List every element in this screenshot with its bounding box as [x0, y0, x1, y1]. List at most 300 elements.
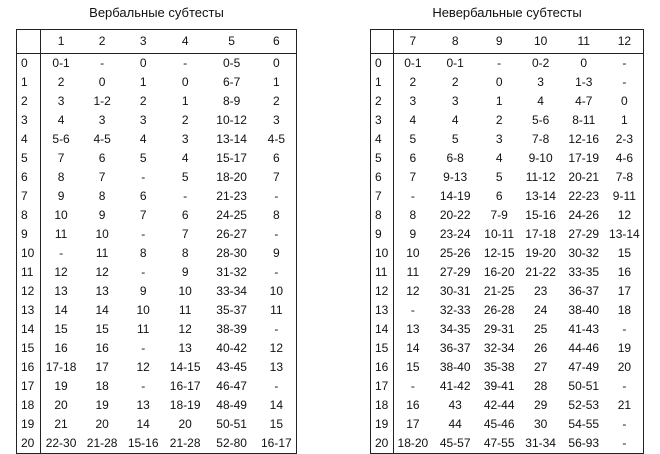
raw-score-cell: 12: [178, 322, 192, 336]
verbal-subtests-table: [16, 29, 297, 454]
raw-score-cell: 5: [409, 132, 417, 146]
raw-score-cell: 5: [139, 151, 147, 165]
raw-score-cell: 13: [136, 398, 150, 412]
raw-score-cell: 34-35: [439, 322, 471, 336]
raw-score-cell: 2: [57, 75, 65, 89]
raw-score-cell: 2: [451, 75, 459, 89]
scaled-score-cell: 20: [17, 434, 41, 454]
raw-score-cell: 3: [57, 94, 65, 108]
raw-score-cell: 11: [270, 303, 283, 317]
raw-score-cell: 19: [54, 379, 68, 393]
scaled-score-cell: 2: [17, 92, 41, 111]
raw-score-cell: 11: [54, 227, 68, 241]
raw-score-cell: 9: [409, 227, 417, 241]
scaled-score-cell: 18: [371, 396, 394, 415]
raw-score-cell: 4: [451, 113, 459, 127]
scaled-score-cell: 17: [371, 377, 394, 396]
scaled-score-cell: 8: [17, 206, 41, 225]
raw-score-cell: 15-16: [127, 436, 159, 450]
raw-score-cell: 8: [409, 208, 417, 222]
table-row: [17, 358, 297, 377]
raw-score-cell: 8-11: [572, 113, 596, 127]
corner-cell: [17, 30, 41, 54]
table-row: [371, 130, 644, 149]
table-row: [371, 73, 644, 92]
raw-score-cell: 8: [181, 246, 189, 260]
table-row: [17, 92, 297, 111]
table-row: [17, 149, 297, 168]
raw-score-cell: 14-19: [439, 189, 471, 203]
table-row: [17, 130, 297, 149]
raw-score-cell: 5: [451, 132, 459, 146]
raw-score-cell: 5: [181, 170, 189, 184]
raw-score-cell: 13-14: [609, 227, 640, 241]
raw-score-cell: 22-23: [568, 189, 600, 203]
corner-cell: [371, 30, 394, 54]
table-row: [371, 168, 644, 187]
raw-score-cell: 7-8: [615, 170, 634, 184]
raw-score-cell: -: [141, 170, 146, 184]
raw-score-cell: 8: [98, 189, 106, 203]
raw-score-cell: 8: [272, 208, 280, 222]
raw-score-cell: 50-51: [568, 379, 600, 393]
raw-score-cell: -: [274, 265, 279, 279]
scaled-score-cell: 20: [371, 434, 394, 454]
raw-score-cell: 4: [495, 151, 503, 165]
table-row: [371, 396, 644, 415]
scaled-score-cell: 5: [17, 149, 41, 168]
raw-score-cell: 7: [139, 208, 147, 222]
raw-score-cell: 32-34: [483, 341, 515, 355]
table-row: [17, 111, 297, 130]
raw-score-cell: 24-26: [568, 208, 600, 222]
table-row: [371, 187, 644, 206]
raw-score-cell: 5: [495, 170, 503, 184]
raw-score-cell: 41-43: [568, 322, 600, 336]
raw-score-cell: 21: [54, 417, 68, 431]
scaled-score-cell: 17: [17, 377, 41, 396]
raw-score-cell: 15: [269, 417, 284, 431]
scaled-score-cell: 10: [371, 244, 394, 263]
scaled-score-cell: 5: [371, 149, 394, 168]
raw-score-cell: -: [497, 56, 502, 70]
raw-score-cell: 6: [409, 151, 417, 165]
raw-score-cell: 12: [406, 284, 420, 298]
raw-score-cell: 2: [409, 75, 417, 89]
table-row: [371, 434, 644, 454]
raw-score-cell: 5-6: [52, 132, 70, 146]
raw-score-cell: 3: [181, 132, 189, 146]
raw-score-cell: 17: [406, 417, 420, 431]
raw-score-cell: 6: [272, 151, 280, 165]
table-row: [17, 282, 297, 301]
raw-score-cell: 11-12: [525, 170, 556, 184]
table-row: [17, 54, 297, 74]
raw-score-cell: 2: [495, 113, 503, 127]
raw-score-cell: 1: [181, 94, 189, 108]
raw-score-cell: 2: [272, 94, 280, 108]
raw-score-cell: 10: [406, 246, 420, 260]
scaled-score-cell: 1: [371, 73, 394, 92]
column-header: 6: [257, 30, 297, 54]
raw-score-cell: 18-20: [216, 170, 247, 184]
table-row: [17, 339, 297, 358]
table-row: [371, 339, 644, 358]
raw-score-cell: 18: [617, 303, 632, 317]
raw-score-cell: 17: [617, 284, 632, 298]
raw-score-cell: 12: [95, 265, 109, 279]
raw-score-cell: 26-27: [216, 227, 247, 241]
raw-score-cell: 1-2: [93, 94, 111, 108]
raw-score-cell: 20: [95, 417, 109, 431]
raw-score-cell: 0: [272, 56, 280, 70]
raw-score-cell: 44: [448, 417, 462, 431]
raw-score-cell: 42-44: [483, 398, 515, 412]
table-row: [17, 244, 297, 263]
column-header: 3: [123, 30, 164, 54]
raw-score-cell: 16: [406, 398, 420, 412]
column-header: 8: [431, 30, 478, 54]
scaled-score-cell: 11: [371, 263, 394, 282]
raw-score-cell: -: [274, 379, 279, 393]
scaled-score-cell: 14: [371, 320, 394, 339]
raw-score-cell: 17-19: [568, 151, 600, 165]
table-row: [17, 415, 297, 434]
raw-score-cell: 52-80: [216, 436, 247, 450]
raw-score-cell: 18-19: [169, 398, 201, 412]
raw-score-cell: 6: [495, 189, 503, 203]
raw-score-cell: 9-10: [528, 151, 553, 165]
raw-score-cell: -: [183, 189, 188, 203]
table-row: [371, 263, 644, 282]
raw-score-cell: 27-29: [439, 265, 471, 279]
raw-score-cell: 12: [269, 341, 284, 355]
raw-score-cell: 7: [57, 151, 65, 165]
raw-score-cell: 4: [537, 94, 544, 108]
raw-score-cell: 3: [409, 94, 417, 108]
scaled-score-cell: 9: [371, 225, 394, 244]
table-row: [371, 377, 644, 396]
raw-score-cell: 2: [139, 94, 147, 108]
raw-score-cell: 3: [272, 113, 280, 127]
raw-score-cell: 26-28: [483, 303, 515, 317]
nonverbal-subtests-table: [370, 29, 644, 454]
raw-score-cell: 46-47: [216, 379, 247, 393]
raw-score-cell: 4: [57, 113, 65, 127]
header-row: [371, 30, 644, 54]
raw-score-cell: 7: [181, 227, 189, 241]
raw-score-cell: 28: [533, 379, 548, 393]
scaled-score-cell: 16: [371, 358, 394, 377]
raw-score-cell: 3: [139, 113, 147, 127]
table-row: [371, 54, 644, 74]
raw-score-cell: 50-51: [216, 417, 247, 431]
raw-score-cell: 9: [272, 246, 280, 260]
raw-score-cell: 0-2: [531, 56, 550, 70]
raw-score-cell: 56-93: [568, 436, 600, 450]
raw-score-cell: 15-17: [216, 151, 247, 165]
raw-score-cell: 43-45: [216, 360, 247, 374]
scaled-score-cell: 1: [17, 73, 41, 92]
table-row: [371, 415, 644, 434]
nonverbal-subtests-title: Невербальные субтесты: [432, 5, 582, 20]
raw-score-cell: 6-8: [446, 151, 464, 165]
raw-score-cell: 31-32: [216, 265, 247, 279]
column-header: 4: [164, 30, 207, 54]
raw-score-cell: 10: [95, 227, 109, 241]
raw-score-cell: 16: [617, 265, 632, 279]
raw-score-cell: 27: [533, 360, 548, 374]
raw-score-cell: 3: [98, 113, 106, 127]
scaled-score-cell: 6: [371, 168, 394, 187]
raw-score-cell: 19-20: [525, 246, 556, 260]
table-row: [17, 225, 297, 244]
raw-score-cell: -: [622, 436, 627, 450]
scaled-score-cell: 14: [17, 320, 41, 339]
raw-score-cell: 30-31: [439, 284, 471, 298]
raw-score-cell: 9: [57, 189, 65, 203]
scaled-score-cell: 19: [17, 415, 41, 434]
raw-score-cell: 12-16: [568, 132, 600, 146]
scaled-score-cell: 11: [17, 263, 41, 282]
table-row: [371, 320, 644, 339]
raw-score-cell: 45-57: [439, 436, 471, 450]
raw-score-cell: 8-9: [222, 94, 241, 108]
raw-score-cell: 13: [95, 284, 109, 298]
raw-score-cell: 33-34: [216, 284, 247, 298]
raw-score-cell: 48-49: [216, 398, 247, 412]
raw-score-cell: 1: [272, 75, 280, 89]
scaled-score-cell: 15: [17, 339, 41, 358]
raw-score-cell: 7-8: [531, 132, 550, 146]
raw-score-cell: 7: [409, 170, 417, 184]
raw-score-cell: 6: [181, 208, 189, 222]
raw-score-cell: 11: [136, 322, 150, 336]
raw-score-cell: 47-55: [483, 436, 515, 450]
raw-score-cell: 0-1: [404, 56, 422, 70]
raw-score-cell: 3: [537, 75, 544, 89]
raw-score-cell: -: [183, 56, 188, 70]
raw-score-cell: 12: [54, 265, 68, 279]
raw-score-cell: 32-33: [439, 303, 471, 317]
raw-score-cell: 20: [54, 398, 68, 412]
raw-score-cell: -: [100, 56, 105, 70]
raw-score-cell: 12-15: [483, 246, 515, 260]
raw-score-cell: -: [622, 75, 627, 89]
raw-score-cell: 6: [98, 151, 106, 165]
raw-score-cell: 4-5: [267, 132, 285, 146]
column-header: 9: [479, 30, 520, 54]
table-row: [371, 92, 644, 111]
raw-score-cell: 1: [139, 75, 147, 89]
raw-score-cell: 35-37: [216, 303, 247, 317]
raw-score-cell: 21-28: [86, 436, 118, 450]
scaled-score-cell: 0: [17, 54, 41, 74]
raw-score-cell: 7: [272, 170, 280, 184]
column-header: 2: [82, 30, 123, 54]
raw-score-cell: -: [274, 189, 279, 203]
raw-score-cell: 3: [451, 94, 459, 108]
scaled-score-cell: 3: [371, 111, 394, 130]
raw-score-cell: 6: [139, 189, 147, 203]
raw-score-cell: 10: [269, 284, 284, 298]
raw-score-cell: 44-46: [568, 341, 600, 355]
raw-score-cell: 38-39: [216, 322, 247, 336]
scaled-score-cell: 18: [17, 396, 41, 415]
raw-score-cell: 4: [409, 113, 417, 127]
raw-score-cell: 10: [54, 208, 68, 222]
raw-score-cell: 10-11: [484, 227, 515, 241]
raw-score-cell: 33-35: [568, 265, 600, 279]
raw-score-cell: 21-28: [169, 436, 201, 450]
scaled-score-cell: 0: [371, 54, 394, 74]
raw-score-cell: 0: [621, 94, 628, 108]
raw-score-cell: 8: [57, 170, 65, 184]
scaled-score-cell: 7: [371, 187, 394, 206]
raw-score-cell: 24-25: [216, 208, 247, 222]
scaled-score-cell: 3: [17, 111, 41, 130]
scaled-score-cell: 7: [17, 187, 41, 206]
table-row: [371, 149, 644, 168]
raw-score-cell: -: [274, 227, 279, 241]
raw-score-cell: 29: [533, 398, 548, 412]
raw-score-cell: 13: [178, 341, 192, 355]
raw-score-cell: -: [410, 379, 415, 393]
raw-score-cell: 54-55: [568, 417, 600, 431]
raw-score-cell: 30-32: [568, 246, 600, 260]
raw-score-cell: 17-18: [525, 227, 556, 241]
raw-score-cell: 30: [533, 417, 548, 431]
raw-score-cell: 38-40: [568, 303, 600, 317]
raw-score-cell: 35-38: [483, 360, 515, 374]
scaled-score-cell: 9: [17, 225, 41, 244]
raw-score-cell: 25: [533, 322, 548, 336]
raw-score-cell: 13: [269, 360, 284, 374]
raw-score-cell: 13-14: [216, 132, 247, 146]
table-row: [17, 320, 297, 339]
raw-score-cell: 9-11: [612, 189, 636, 203]
raw-score-cell: 20: [178, 417, 192, 431]
scaled-score-cell: 8: [371, 206, 394, 225]
raw-score-cell: 0-5: [222, 56, 241, 70]
raw-score-cell: -: [141, 265, 146, 279]
raw-score-cell: 10: [136, 303, 150, 317]
raw-score-cell: 0-1: [446, 56, 464, 70]
table-row: [371, 225, 644, 244]
table-row: [17, 263, 297, 282]
raw-score-cell: 7-9: [490, 208, 508, 222]
column-header: 12: [606, 30, 644, 54]
raw-score-cell: 4-7: [575, 94, 593, 108]
raw-score-cell: 19: [95, 398, 109, 412]
raw-score-cell: 40-42: [216, 341, 247, 355]
raw-score-cell: 15: [95, 322, 109, 336]
raw-score-cell: 21-25: [483, 284, 515, 298]
raw-score-cell: 21-22: [525, 265, 556, 279]
raw-score-cell: -: [622, 417, 627, 431]
header-row: [17, 30, 297, 54]
raw-score-cell: 18: [95, 379, 109, 393]
raw-score-cell: 14: [95, 303, 109, 317]
column-header: 5: [207, 30, 257, 54]
raw-score-cell: 16-17: [260, 436, 292, 450]
raw-score-cell: 19: [617, 341, 632, 355]
raw-score-cell: 15: [54, 322, 68, 336]
raw-score-cell: 20: [617, 360, 632, 374]
raw-score-cell: 11: [95, 246, 109, 260]
scaled-score-cell: 12: [17, 282, 41, 301]
raw-score-cell: 43: [448, 398, 462, 412]
raw-score-cell: 4-6: [615, 151, 634, 165]
raw-score-cell: 26: [533, 341, 548, 355]
raw-score-cell: 20-21: [568, 170, 600, 184]
raw-score-cell: -: [622, 56, 627, 70]
raw-score-cell: 1: [621, 113, 628, 127]
raw-score-cell: 10: [178, 284, 192, 298]
raw-score-cell: 21: [617, 398, 632, 412]
raw-score-cell: 16-17: [169, 379, 201, 393]
scaled-score-cell: 4: [371, 130, 394, 149]
raw-score-cell: -: [622, 322, 627, 336]
raw-score-cell: 4: [139, 132, 147, 146]
raw-score-cell: 25-26: [439, 246, 471, 260]
raw-score-cell: 10-12: [216, 113, 247, 127]
table-row: [371, 244, 644, 263]
raw-score-cell: 1: [495, 94, 503, 108]
table-row: [371, 206, 644, 225]
raw-score-cell: 1-3: [575, 75, 593, 89]
raw-score-cell: 28-30: [216, 246, 247, 260]
column-header: 7: [394, 30, 432, 54]
table-row: [17, 73, 297, 92]
raw-score-cell: 4-5: [93, 132, 111, 146]
raw-score-cell: -: [141, 227, 146, 241]
raw-score-cell: 21-23: [216, 189, 247, 203]
raw-score-cell: 3: [495, 132, 503, 146]
raw-score-cell: 20-22: [439, 208, 471, 222]
raw-score-cell: 0-1: [52, 56, 70, 70]
raw-score-cell: 14-15: [169, 360, 201, 374]
raw-score-cell: 17: [95, 360, 109, 374]
scaled-score-cell: 13: [17, 301, 41, 320]
scaled-score-cell: 19: [371, 415, 394, 434]
raw-score-cell: 36-37: [568, 284, 600, 298]
raw-score-cell: 0: [181, 75, 189, 89]
scaled-score-cell: 13: [371, 301, 394, 320]
raw-score-cell: 22-30: [45, 436, 77, 450]
table-row: [17, 377, 297, 396]
table-row: [371, 358, 644, 377]
raw-score-cell: 23-24: [439, 227, 471, 241]
column-header: 11: [562, 30, 606, 54]
raw-score-cell: 14: [269, 398, 284, 412]
raw-score-cell: -: [141, 379, 146, 393]
raw-score-cell: -: [141, 341, 146, 355]
raw-score-cell: 2-3: [615, 132, 634, 146]
raw-score-cell: 29-31: [483, 322, 515, 336]
raw-score-cell: 0: [580, 56, 588, 70]
raw-score-cell: 9: [98, 208, 106, 222]
raw-score-cell: 8: [139, 246, 147, 260]
raw-score-cell: 16-20: [483, 265, 515, 279]
raw-score-cell: 47-49: [568, 360, 600, 374]
raw-score-cell: 7: [98, 170, 106, 184]
table-row: [17, 206, 297, 225]
raw-score-cell: 15-16: [525, 208, 556, 222]
raw-score-cell: 17-18: [45, 360, 77, 374]
raw-score-cell: 27-29: [568, 227, 600, 241]
raw-score-cell: 14: [406, 341, 420, 355]
